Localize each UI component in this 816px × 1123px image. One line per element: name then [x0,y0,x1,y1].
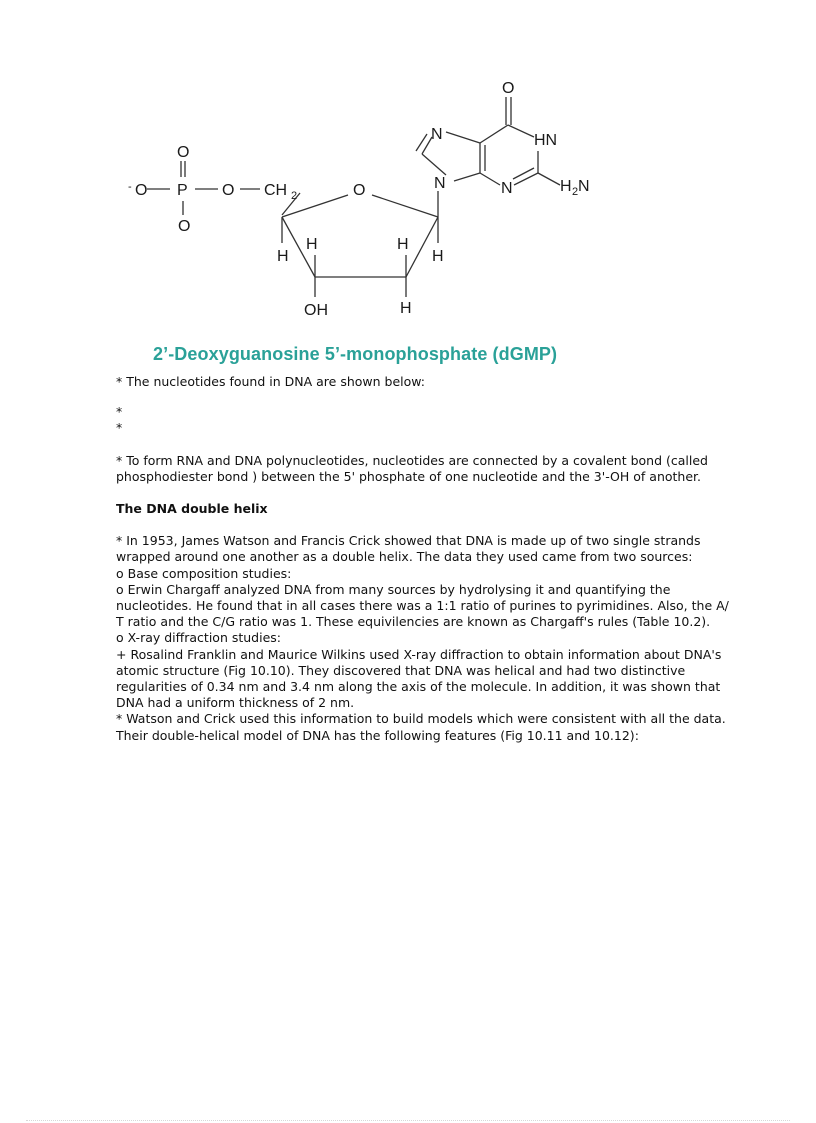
atom-p: P [177,182,188,199]
bond-c6-n1 [508,125,534,137]
bond-n3-c4 [480,173,500,185]
atom-ch2: CH [264,182,288,199]
xray-item: o X-ray diffraction studies: [116,630,282,646]
atom-nh2-n: N [578,178,590,195]
watson-crick-paragraph: * In 1953, James Watson and Francis Crick showed that DNA is made up of two single strands wrapped around one another as a double helix. The data they used came from two sources: [116,533,701,565]
atom-ch2-subscript: 2 [291,190,298,202]
atom-h-c1: H [432,248,444,265]
figure-caption: 2’-Deoxyguanosine 5’-monophosphate (dGMP) [153,344,558,364]
bond-c5-c6 [480,125,508,143]
bond-c2-nh2 [538,173,560,185]
dgmp-structure-svg [110,75,610,325]
section-heading: The DNA double helix [116,501,268,517]
atom-o-left: O [135,182,148,199]
bond-c4-n9 [454,173,480,181]
base-composition-item: o Base composition studies: [116,565,292,581]
atom-nh2-subscript: 2 [572,186,579,198]
atom-o-top: O [177,144,190,161]
atom-n9: N [434,175,446,192]
bond-n9-c8 [422,154,446,175]
spacer [116,485,736,501]
bond-c2-n3-double [513,168,534,179]
bullet-placeholder-2: * [116,420,123,436]
polynucleotide-paragraph: * To form RNA and DNA polynucleotides, nucleotides are connected by a covalent bond (called phosphodiester bond ) between the 5' phosphate of one nucleotide and the 3'-OH of another. [116,452,708,484]
dgmp-structure-diagram [110,75,610,325]
bond-c2-n3 [514,173,538,185]
page-bottom-divider [26,1120,790,1121]
bond-n7-c5 [446,132,480,143]
atom-h-2prime: H [400,300,412,317]
intro-paragraph: * The nucleotides found in DNA are shown below: [116,374,426,389]
bond-o-ring-c1 [372,195,438,217]
spacer [116,390,736,404]
atom-n7: N [431,126,443,143]
bond-c2-c1 [406,217,438,277]
chargaff-paragraph: o Erwin Chargaff analyzed DNA from many sources by hydrolysing it and quantifying the nucleotides. He found that in all cases there was a 1:1 ratio of purines to pyrimidines. Also, the A/ T ratio and the C/G ratio was 1. These equivilencies are known as Chargaff's rules (Table 10.2). [116,581,729,630]
atom-n1h: HN [534,132,558,149]
atom-h-c3: H [306,236,318,253]
atom-n3: N [501,180,513,197]
atom-o6: O [502,80,515,97]
phosphate-charge: - [128,181,132,193]
spacer [116,517,736,533]
bullet-placeholder-1: * [116,404,123,420]
atom-h-c2: H [397,236,409,253]
model-features-paragraph: * Watson and Crick used this information to build models which were consistent with all the data. Their double-helical model of DNA has the following features (Fig 10.11 and 10.12): [116,711,726,743]
atom-o-bridge: O [222,182,235,199]
atom-h-c4: H [277,248,289,265]
atom-oh: OH [304,302,328,319]
spacer [116,437,736,453]
atom-o-ring: O [353,182,366,199]
atom-o-bottom: O [178,218,191,235]
document-body [116,374,736,744]
atom-nh2-h: H [560,178,572,195]
franklin-wilkins-paragraph: + Rosalind Franklin and Maurice Wilkins used X-ray diffraction to obtain information about DNA's atomic structure (Fig 10.10). They discovered that DNA was helical and had two distinctive regularities of 0.34 nm and 3.4 nm along the axis of the molecule. In addition, it was shown that DNA had a uniform thickness of 2 nm. [116,646,722,711]
atom-labels [128,80,590,319]
